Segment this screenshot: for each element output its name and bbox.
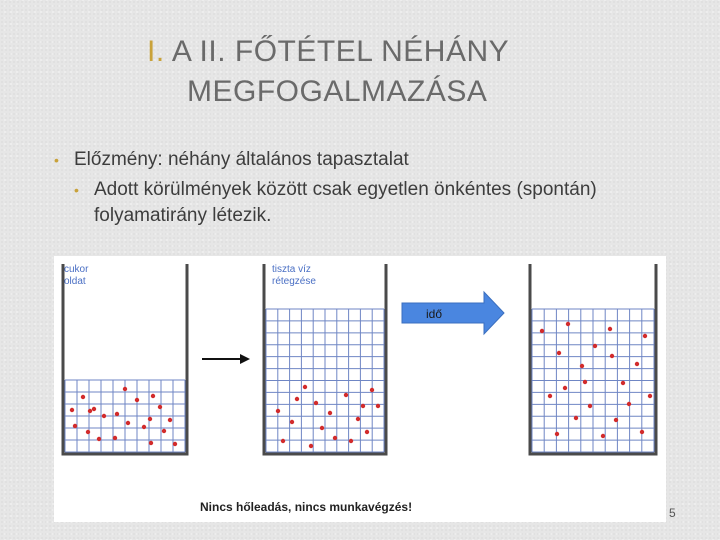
diffusion-diagram [54, 256, 666, 522]
beaker1-particle [102, 414, 106, 418]
beaker2-particle [333, 436, 337, 440]
beaker3-particle [643, 334, 647, 338]
beaker2-particle [295, 397, 299, 401]
slide-title [147, 32, 687, 112]
beaker3-particle [627, 402, 631, 406]
beaker3-particle [574, 416, 578, 420]
beaker1-particle [135, 398, 139, 402]
bullet-dot-icon: • [74, 182, 79, 198]
beaker3-particle [608, 327, 612, 331]
beaker3-particle [593, 344, 597, 348]
title-line-1: A II. FŐTÉTEL NÉHÁNY [171, 35, 510, 68]
beaker2-label-line1: tiszta víz [272, 264, 311, 275]
beaker3-particle [563, 386, 567, 390]
title-number: I. [147, 35, 165, 68]
grid-layer [65, 309, 654, 452]
page-number: 5 [669, 506, 676, 520]
beaker2-particle [361, 404, 365, 408]
beaker1-particle [151, 394, 155, 398]
beaker2-particle [276, 409, 280, 413]
beaker1-particle [123, 387, 127, 391]
beaker2-particle [281, 439, 285, 443]
beaker1-particle [126, 421, 130, 425]
beaker2-particle [376, 404, 380, 408]
beaker1-particle [73, 424, 77, 428]
beaker3-particle [614, 418, 618, 422]
beaker1-particle [162, 429, 166, 433]
beaker1-particle [70, 408, 74, 412]
beaker2-particle [303, 385, 307, 389]
beaker3-particle [566, 322, 570, 326]
bullet-text-1: Előzmény: néhány általános tapasztalat [74, 149, 409, 170]
bullet-item-2 [74, 177, 654, 229]
beaker1-particle [97, 437, 101, 441]
beaker1-particle [92, 407, 96, 411]
figure-caption: Nincs hőleadás, nincs munkavégzés! [200, 500, 413, 514]
time-arrow-label: idő [426, 307, 443, 321]
beaker2-particle [320, 426, 324, 430]
beaker1-particle [88, 409, 92, 413]
beaker1-particle [173, 442, 177, 446]
arrow-right-icon [202, 354, 250, 364]
beaker1-particle [142, 425, 146, 429]
diffusion-figure [54, 256, 666, 522]
beaker3-particle [580, 364, 584, 368]
beaker3-particle [640, 430, 644, 434]
bullet-item-1 [54, 147, 409, 173]
beaker3-particle [540, 329, 544, 333]
beaker2-particle [309, 444, 313, 448]
beaker3-particle [621, 381, 625, 385]
beaker3-particle [583, 380, 587, 384]
beaker2-particle [370, 388, 374, 392]
particle-layer [70, 322, 652, 448]
beaker1-particle [86, 430, 90, 434]
beaker1-particle [149, 441, 153, 445]
beaker2-particle [328, 411, 332, 415]
beaker2-label-line2: rétegzése [272, 276, 316, 287]
beaker2-particle [356, 417, 360, 421]
beaker2-particle [349, 439, 353, 443]
beaker1-particle [113, 436, 117, 440]
beaker2-particle [344, 393, 348, 397]
beaker1-particle [148, 417, 152, 421]
beaker1-particle [115, 412, 119, 416]
beaker3-particle [601, 434, 605, 438]
beaker3-particle [555, 432, 559, 436]
beaker3-particle [610, 354, 614, 358]
bullet-dot-icon: • [54, 152, 59, 168]
beaker2-particle [314, 401, 318, 405]
beaker-walls [63, 264, 656, 454]
beaker3-particle [557, 351, 561, 355]
beaker1-particle [168, 418, 172, 422]
beaker3-particle [588, 404, 592, 408]
bullet-text-2: Adott körülmények között csak egyetlen önkéntes (spontán) folyamatirány létezik. [94, 179, 597, 226]
beaker3-particle [648, 394, 652, 398]
beaker1-particle [158, 405, 162, 409]
beaker1-label-line1: cukor [64, 264, 89, 275]
beaker1-label-line2: oldat [64, 276, 86, 287]
beaker1-particle [81, 395, 85, 399]
time-arrow-icon [402, 292, 504, 334]
beaker2-particle [290, 420, 294, 424]
beaker3-particle [548, 394, 552, 398]
title-line-2: MEGFOGALMAZÁSA [187, 75, 488, 108]
beaker2-particle [365, 430, 369, 434]
beaker3-particle [635, 362, 639, 366]
